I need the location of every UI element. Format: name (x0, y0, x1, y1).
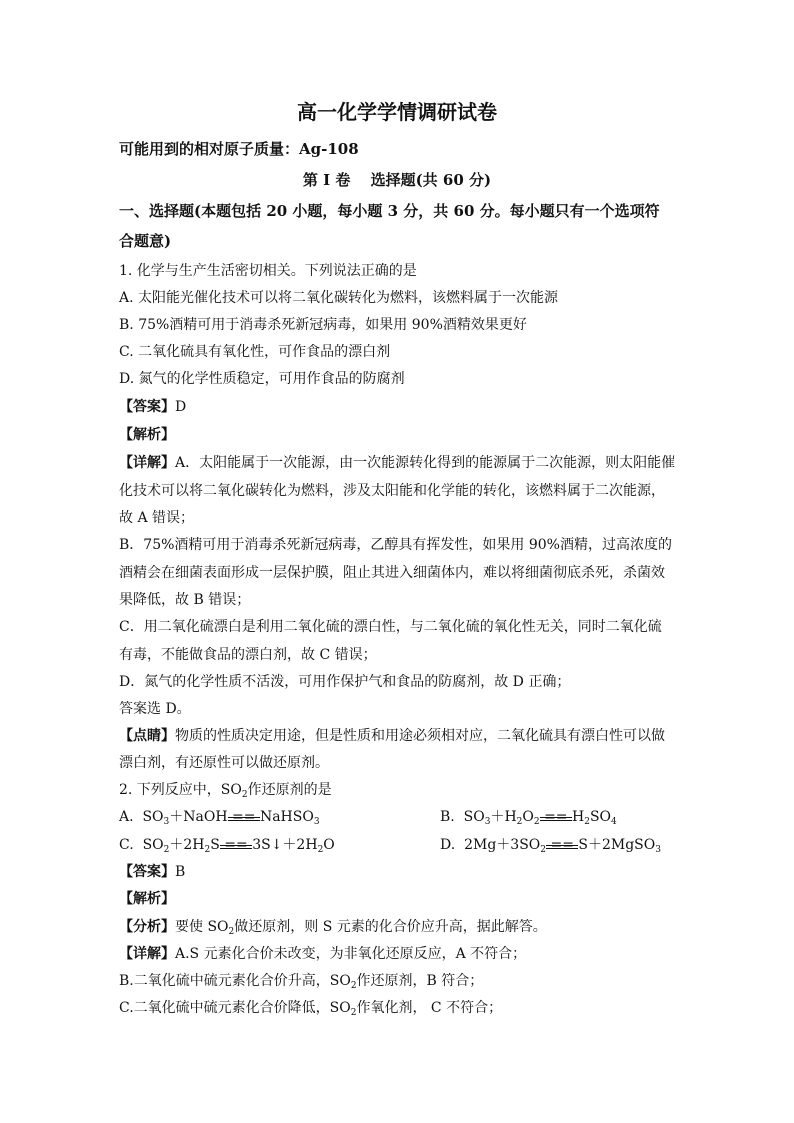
q1-answer (119, 397, 186, 417)
fenxi-text: 要使 SO (175, 919, 229, 935)
section-heading-line2: 合题意) (119, 232, 172, 250)
subscript: 2 (350, 981, 357, 991)
q1-detail-a1 (119, 453, 675, 473)
subscript: 2 (241, 790, 248, 800)
q2-fenxi (119, 917, 547, 937)
option-label: D. (440, 837, 456, 853)
q1-detail-a3: 故 A 错误； (119, 510, 195, 526)
equals-sign: == (227, 809, 260, 825)
q1-analysis-tag: 【解析】 (119, 427, 175, 443)
fenxi-tag: 【分析】 (119, 919, 175, 935)
q1-conclusion: 答案选 D。 (119, 701, 191, 717)
q1-detail-c2: 有毒，不能做食品的漂白剂，故 C 错误； (119, 647, 377, 663)
q2-analysis-tag: 【解析】 (119, 891, 175, 907)
stem-text: 2. 下列反应中，SO (119, 782, 242, 798)
detail-text: A.S 元素化合价未改变，为非氧化还原反应，A 不符合； (175, 946, 527, 962)
q1-tip2: 漂白剂，有还原性可以做还原剂。 (119, 755, 329, 771)
equals-sign: == (219, 837, 253, 853)
detail-text: 作氧化剂， C 不符合； (356, 1000, 503, 1016)
q1-detail-c1: C．用二氧化硫漂白是利用二氧化硫的漂白性，与二氧化硫的氧化性无关，同时二氧化硫 (119, 619, 662, 635)
option-label: A. (119, 809, 134, 825)
q2-detail-a (119, 944, 526, 964)
q1-detail-a2: 化技术可以将二氧化碳转化为燃料，涉及太阳能和化学能的转化，该燃料属于二次能源， (119, 483, 665, 499)
detail-text: A．太阳能属于一次能源，由一次能源转化得到的能源属于二次能源，则太阳能催 (175, 455, 676, 471)
page-title: 高一化学学情调研试卷 (297, 100, 497, 124)
q1-stem: 1. 化学与生产生活密切相关。下列说法正确的是 (119, 263, 417, 279)
q1-option-b: B. 75%酒精可用于消毒杀死新冠病毒，如果用 90%酒精效果更好 (119, 317, 527, 333)
q2-option-d: D. $2Mg+3SO_2$ == S＋2MgSO$_3$ (440, 837, 661, 855)
q1-detail-b3: 果降低，故 B 错误； (119, 592, 251, 608)
q2-stem (119, 780, 332, 800)
q1-detail-b1: B．75%酒精可用于消毒杀死新冠病毒，乙醇具有挥发性，如果用 90%酒精，过高浓度的 (119, 537, 672, 553)
answer-value: D (175, 399, 187, 415)
fenxi-text: 做还原剂，则 S 元素的化合价应升高，据此解答。 (234, 919, 547, 935)
detail-text: B.二氧化硫中硫元素化合价升高，SO (119, 973, 351, 989)
answer-tag: 【答案】 (119, 864, 175, 880)
part-heading: 第 I 卷 选择题(共 60 分) (302, 171, 492, 189)
q1-detail-b2: 酒精会在细菌表面形成一层保护膜，阻止其进入细菌体内，难以将细菌彻底杀死，杀菌效 (119, 565, 665, 581)
tip-tag: 【点睛】 (119, 728, 175, 744)
detail-tag: 【详解】 (119, 455, 175, 471)
stem-text: 作还原剂的是 (247, 782, 332, 798)
equals-sign: == (539, 809, 572, 825)
option-label: B. (440, 809, 455, 825)
q2-answer (119, 862, 185, 882)
q1-option-c: C. 二氧化硫具有氧化性，可作食品的漂白剂 (119, 344, 391, 360)
q2-detail-b (119, 971, 483, 991)
q2-detail-c (119, 998, 502, 1018)
equals-sign: == (546, 837, 579, 853)
detail-text: C.二氧化硫中硫元素化合价降低，SO (119, 1000, 351, 1016)
tip-text: 物质的性质决定用途，但是性质和用途必须相对应，二氧化硫具有漂白性可以做 (175, 728, 665, 744)
q2-option-b: B. $SO_3+H_2O_2 == H_2SO_4$ (440, 809, 617, 827)
detail-tag: 【详解】 (119, 946, 175, 962)
detail-text: 作还原剂，B 符合； (356, 973, 484, 989)
option-label: C. (119, 837, 134, 853)
answer-value: B (175, 864, 186, 880)
q2-option-a: A. $SO_3+NaOH$ == NaHSO$_3$ (119, 809, 320, 827)
q1-tip1 (119, 726, 665, 746)
answer-tag: 【答案】 (119, 399, 175, 415)
q1-option-d: D. 氮气的化学性质稳定，可用作食品的防腐剂 (119, 371, 405, 387)
subscript: 2 (228, 927, 235, 937)
subscript: 2 (350, 1008, 357, 1018)
section-heading-line1: 一、选择题(本题包括 20 小题，每小题 3 分，共 60 分。每小题只有一个选项符 (119, 202, 660, 220)
atomic-mass-note: 可能用到的相对原子质量：Ag-108 (119, 140, 359, 158)
q1-detail-d1: D．氮气的化学性质不活泼，可用作保护气和食品的防腐剂，故 D 正确； (119, 674, 571, 690)
q1-option-a: A. 太阳能光催化技术可以将二氧化碳转化为燃料，该燃料属于一次能源 (119, 290, 559, 306)
q2-option-c: C. $SO_2+2H_2S$ == $3S↓+2H_2O$ (119, 837, 335, 855)
